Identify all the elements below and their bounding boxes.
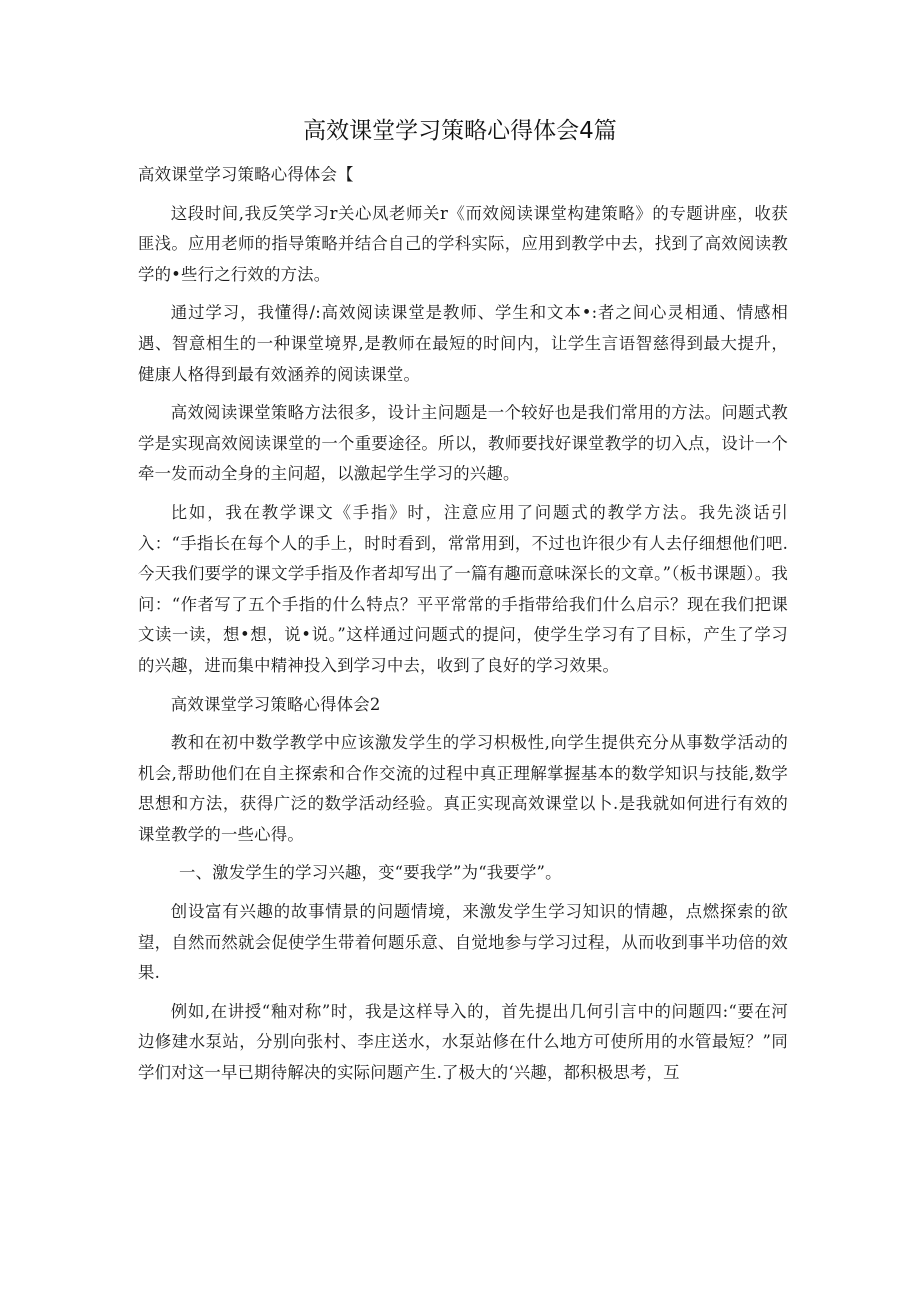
section-heading-2: 高效课堂学习策略心得体会2 xyxy=(170,694,381,714)
section-heading-1: 高效课堂学习策略心得体会【 xyxy=(138,165,354,184)
subheading: 一、激发学生的学习兴趣，变“要我学”为“我要学”。 xyxy=(179,863,562,883)
document-body xyxy=(138,160,788,1097)
document-title: 高效课堂学习策略心得体会4篇 xyxy=(303,118,617,144)
paragraph: 通过学习，我懂得/:高效阅读课堂是教师、学生和文本•:者之间心灵相通、情感相遇、智意相生的一种课堂境界,是教师在最短的时间内，让学生言语智慈得到最大提升，健康人格得到最有效涵养的阅读课堂。 xyxy=(138,303,788,384)
paragraph: 高效阅读课堂策略方法很多，设计主问题是一个较好也是我们常用的方法。问题式教学是实现高效阅读课堂的一个重要途径。所以，教师要找好课堂教学的切入点，设计一个牵一发而动全身的主问超，以激起学生学习的兴趣。 xyxy=(138,403,788,484)
paragraph: 教和在初中数学教学中应该激发学生的学习枳极性,向学生提供充分从事数学活动的机会,帮助他们在自主探索和合作交流的过程中真正理解掌握基本的数学知识与技能,数学思想和方法，获得广泛的数学活动经验。真正实现高效课堂以卜.是我就如何进行有效的课堂教学的一些心得。 xyxy=(138,733,788,844)
paragraph: 这段时间,我反笑学习r关心凤老师关r《而效阅读课堂构建策略》的专题讲座，收获匪浅。应用老师的指导策略并结合自己的学科实际，应用到教学中去，找到了高效阅读教学的•些行之行效的方法。 xyxy=(138,203,788,284)
paragraph: 例如,在讲授“釉对称”时，我是这样导入的，首先提出几何引言中的问题四:“要在河边修建水泵站，分别向张村、李庄送水，水泵站修在什么地方可使所用的水管最短？”同学们对这一早已期待解决的实际问题产生.了极大的‘兴趣，都积极思考，互 xyxy=(138,1001,788,1083)
paragraph: 创设富有兴趣的故事情景的问题情境，来激发学生学习知识的情趣，点燃探索的欲望，自然而然就会促使学生带着何题乐意、自觉地参与学习过程，从而收到事半功倍的效果. xyxy=(138,902,788,983)
paragraph: 比如，我在教学课文《手指》时，注意应用了问题式的教学方法。我先淡话引入：“手指长在每个人的手上，时时看到，常常用到，不过也许很少有人去仔细想他们吧.今天我们要学的课文学手指及作者却写出了一篇有趣而意味深长的文章。”（板书课题）。我问：“作者写了五个手指的什么特点？平平常常的手指带给我们什么启示？现在我们把课文读一读，想•想，说•说。”这样通过问题式的提问，使学生学习有了目标，产生了学习的兴趣，进而集中精神投入到学习中去，收到了良好的学习效果。 xyxy=(138,502,788,675)
